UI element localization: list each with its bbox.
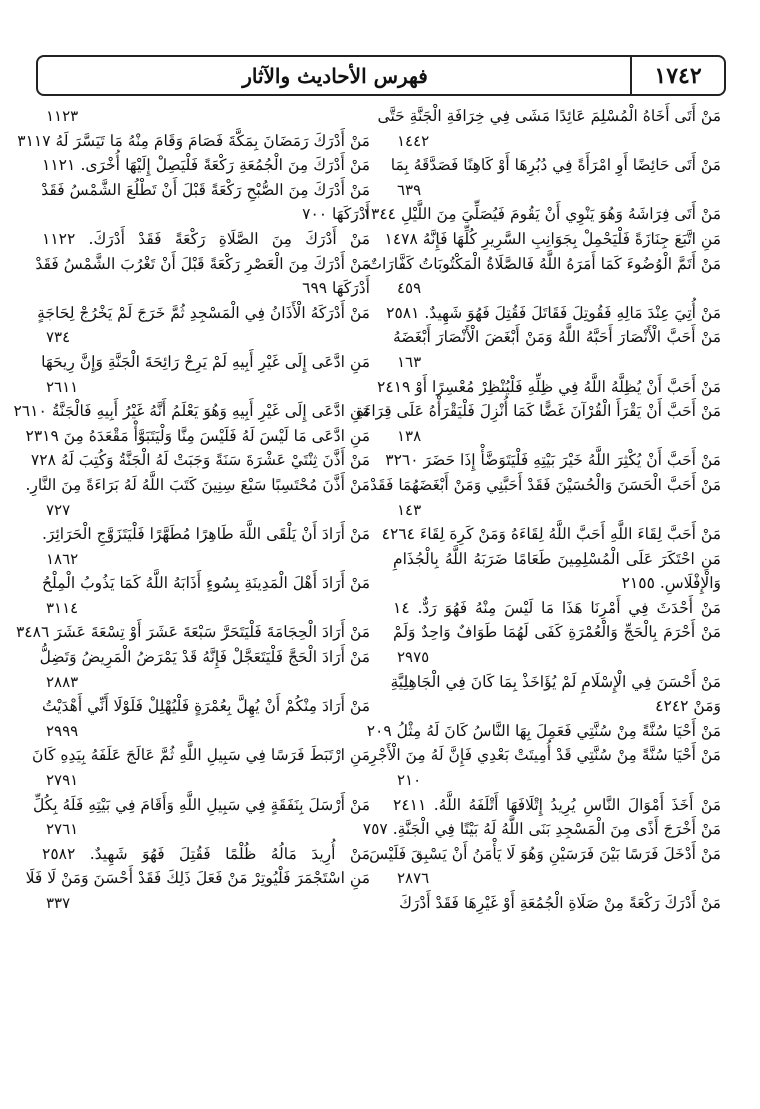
index-entry-line: مَنْ أُتِيَ عِنْدَ مَالِهِ فَقُوتِلَ فَقَاتَلَ فَقُتِلَ فَهُوَ شَهِيدٌ. ٢٥٨١ bbox=[386, 303, 721, 322]
index-entry-line: مَنْ أَحْرَمَ بِالْحَجِّ وَالْعُمْرَةِ كَفَى لَهُمَا طَوَافٌ وَاحِدٌ وَلَمْ bbox=[393, 623, 721, 642]
index-page-reference: ٦٣٩ bbox=[397, 180, 422, 199]
index-entry-line: مَنْ أَذَّنَ ثِنْتَيْ عَشْرَةَ سَنَةً وَجَبَتْ لَهُ الْجَنَّةُ وَكُتِبَ لَهُ ٧٢٨ bbox=[30, 451, 370, 470]
index-page-reference: ١١٢٣ bbox=[46, 107, 79, 125]
index-column-left bbox=[13, 104, 370, 1094]
index-entry-line: مَنْ أَحَبَّ أَنْ يَقْرَأَ الْقُرْآنَ غَضًّا كَمَا أُنْزِلَ فَلْيَقْرَأْهُ عَلَى قِرَاءَةِ bbox=[355, 402, 721, 421]
index-entry-line: مَنْ أَحْدَثَ فِي أَمْرِنَا هَذَا مَا لَيْسَ مِنْهُ فَهُوَ رَدٌّ. ١٤ bbox=[393, 598, 721, 617]
index-entry-line: مَنْ أَحْيَا سُنَّةً مِنْ سُنَّتِي فَعَمِلَ بِهَا النَّاسُ كَانَ لَهُ مِثْلُ ٢٠٩ bbox=[366, 721, 721, 740]
index-entry-line: أَدْرَكَهَا ٦٩٩ bbox=[302, 279, 370, 298]
index-entry-line: مَنِ ادَّعَى إِلَى غَيْرِ أَبِيهِ وَهُوَ يَعْلَمُ أَنَّهُ غَيْرُ أَبِيهِ فَالْجَنَّةُ ٢٦١٠ bbox=[13, 402, 370, 421]
index-entry-line: مَنْ أَحَبَّ الْحَسَنَ وَالْحُسَيْنَ فَقَدْ أَحَبَّنِي وَمَنْ أَبْغَضَهُمَا فَقَدْ bbox=[370, 475, 721, 494]
index-entry-line: مَنْ أَرَادَ أَهْلَ الْمَدِينَةِ بِسُوءٍ أَذَابَهُ اللَّهُ كَمَا يَذُوبُ الْمِلْحُ bbox=[42, 574, 370, 593]
index-entry-line: مَنِ ادَّعَى إِلَى غَيْرِ أَبِيهِ لَمْ يَرِحْ رَائِحَةَ الْجَنَّةِ وَإِنَّ رِيحَهَا bbox=[41, 352, 370, 371]
index-entry-line: مَنِ ادَّعَى مَا لَيْسَ لَهُ فَلَيْسَ مِنَّا وَلْيَتَبَوَّأْ مَقْعَدَهُ مِنَ ٢٣١٩ bbox=[25, 426, 370, 445]
index-page-reference: ٢١٠ bbox=[397, 771, 422, 790]
index-page-reference: ١٤٣ bbox=[397, 500, 422, 519]
index-page-reference: ٧٣٤ bbox=[46, 328, 71, 347]
index-entry-line: أَدْرَكَهَا ٧٠٠ bbox=[302, 205, 370, 224]
index-page-reference: ٢٨٨٣ bbox=[46, 672, 79, 691]
index-entry-line: مَنْ أَحَبَّ أَنْ يُكْثِرَ اللَّهُ خَيْرَ بَيْتِهِ فَلْيَتَوَضَّأْ إِذَا حَضَرَ ٣٢٦٠ bbox=[385, 451, 721, 470]
index-entry-line: وَمَنْ ٤٢٤٢ bbox=[655, 697, 721, 716]
index-page-reference: ١٦٣ bbox=[397, 352, 422, 371]
index-page-reference: ١٨٦٢ bbox=[46, 549, 79, 568]
index-entry-line: مَنِ اتَّبَعَ جِنَازَةً فَلْيَحْمِلْ بِجَوَانِبِ السَّرِيرِ كُلِّهَا فَإِنَّهُ ١٤٧٨ bbox=[384, 229, 721, 248]
index-entry-line: مَنْ أَدْرَكَ رَمَضَانَ بِمَكَّةَ فَصَامَ وَقَامَ مِنْهُ مَا تَيَسَّرَ لَهُ ٣١١٧ bbox=[17, 131, 370, 150]
index-page-reference: ٤٥٩ bbox=[397, 279, 422, 298]
page-header bbox=[36, 55, 726, 96]
index-page-reference: ٢٦١١ bbox=[46, 377, 79, 396]
index-entry-line: مَنْ أَدْرَكَ مِنَ الصَّلَاةِ رَكْعَةً فَقَدْ أَدْرَكَ. ١١٢٢ bbox=[42, 229, 370, 248]
page-number: ١٧٤٢ bbox=[630, 57, 724, 94]
index-page-reference: ٢٩٧٥ bbox=[397, 648, 430, 667]
index-entry-line: مَنْ أَرَادَ الْحَجَّ فَلْيَتَعَجَّلْ فَإِنَّهُ قَدْ يَمْرَضُ الْمَرِيضُ وَتَضِلُّ bbox=[39, 648, 370, 667]
index-column-right bbox=[355, 104, 721, 1094]
index-entry-line: مَنْ أَخْرَجَ أَذًى مِنَ الْمَسْجِدِ بَنَى اللَّهُ لَهُ بَيْتًا فِي الْجَنَّةِ. ٧٥٧ bbox=[362, 820, 721, 839]
index-entry-line: مَنِ احْتَكَرَ عَلَى الْمُسْلِمِينَ طَعَامًا ضَرَبَهُ اللَّهُ بِالْجُذَامِ bbox=[393, 549, 721, 568]
index-entry-line: مَنْ أَحْيَا سُنَّةً مِنْ سُنَّتِي قَدْ أُمِيتَتْ بَعْدِي فَإِنَّ لَهُ مِنَ الْأَجْرِ bbox=[369, 746, 721, 765]
index-entry-line: مَنْ أَدْرَكَ مِنَ الصُّبْحِ رَكْعَةً قَبْلَ أَنْ تَطْلُعَ الشَّمْسُ فَقَدْ bbox=[41, 180, 370, 199]
index-entry-line: مَنْ أَتَى أَخَاهُ الْمُسْلِمَ عَائِدًا مَشَى فِي خِرَافَةِ الْجَنَّةِ حَتَّى bbox=[377, 107, 721, 125]
index-entry-line: مَنْ أَتَمَّ الْوُضُوءَ كَمَا أَمَرَهُ اللَّهُ فَالصَّلَاةُ الْمَكْتُوبَاتُ كَفَّارَاتٌ bbox=[367, 254, 721, 273]
index-entry-line: مَنْ أَرَادَ أَنْ يَلْقَى اللَّهَ طَاهِرًا مُطَهَّرًا فَلْيَتَزَوَّجِ الْحَرَائِرَ. bbox=[42, 525, 370, 544]
page-title: فهرس الأحاديث والآثار bbox=[242, 63, 428, 88]
index-page-reference: ١٣٨ bbox=[397, 426, 422, 445]
index-entry-line: مَنْ أَتَى حَائِضًا أَوِ امْرَأَةً فِي دُبُرِهَا أَوْ كَاهِنًا فَصَدَّقَهُ بِمَا bbox=[390, 156, 721, 175]
index-entry-line: مَنْ أَحَبَّ لِقَاءَ اللَّهِ أَحَبَّ اللَّهُ لِقَاءَهُ وَمَنْ كَرِهَ لِقَاءَ ٤٢٦٤ bbox=[381, 525, 721, 544]
index-page-reference: ٢٧٩١ bbox=[46, 771, 79, 790]
index-entry-line: مَنْ أَحَبَّ أَنْ يُظِلَّهُ اللَّهُ فِي ظِلِّهِ فَلْيُنْظِرْ مُعْسِرًا أَوْ ٢٤١٩ bbox=[377, 377, 721, 396]
index-page-reference: ٢٩٩٩ bbox=[46, 721, 79, 740]
index-entry-line: مَنْ أَرَادَ الْحِجَامَةَ فَلْيَتَحَرَّ سَبْعَةَ عَشَرَ أَوْ تِسْعَةَ عَشَرَ ٣٤٨٦ bbox=[15, 623, 370, 642]
index-entry-line: مَنْ أَذَّنَ مُحْتَسِبًا سَبْعَ سِنِينَ كَتَبَ اللَّهُ لَهُ بَرَاءَةً مِنَ النَّارِ. bbox=[25, 475, 370, 494]
index-entry-line: مَنْ أَدْرَكَ مِنَ الْجُمُعَةِ رَكْعَةً فَلْيَصِلْ إِلَيْهَا أُخْرَى. ١١٢١ bbox=[42, 156, 370, 175]
index-entry-line: مَنْ أَدْرَكَ مِنَ الْعَصْرِ رَكْعَةً قَبْلَ أَنْ تَغْرُبَ الشَّمْسُ فَقَدْ bbox=[35, 254, 370, 273]
index-entry-line: مَنْ أَدْخَلَ فَرَسًا بَيْنَ فَرَسَيْنِ وَهُوَ لَا يَأْمَنُ أَنْ يَسْبِقَ فَلَيْسَ bbox=[369, 844, 721, 863]
index-page-reference: ١٤٤٢ bbox=[397, 131, 430, 150]
index-entry-line: مَنْ أَدْرَكَهُ الْأَذَانُ فِي الْمَسْجِدِ ثُمَّ خَرَجَ لَمْ يَخْرُجْ لِحَاجَةٍ bbox=[37, 303, 370, 322]
index-entry-line: مَنِ ارْتَبَطَ فَرَسًا فِي سَبِيلِ اللَّهِ ثُمَّ عَالَجَ عَلَفَهُ بِيَدِهِ كَانَ bbox=[31, 746, 370, 765]
index-entry-line: مَنْ أَحْسَنَ فِي الْإِسْلَامِ لَمْ يُؤَاخَذْ بِمَا كَانَ فِي الْجَاهِلِيَّةِ bbox=[390, 672, 721, 691]
index-entry-line: مَنْ أَدْرَكَ رَكْعَةً مِنْ صَلَاةِ الْجُمُعَةِ أَوْ غَيْرِهَا فَقَدْ أَدْرَكَ bbox=[399, 894, 721, 912]
index-entry-line: مَنْ أَرْسَلَ بِنَفَقَةٍ فِي سَبِيلِ اللَّهِ وَأَقَامَ فِي بَيْتِهِ فَلَهُ بِكُلِّ bbox=[32, 795, 370, 814]
index-entry-line: مَنْ أَخَذَ أَمْوَالَ النَّاسِ يُرِيدُ إِتْلَافَهَا أَتْلَفَهُ اللَّهُ. ٢٤١١ bbox=[393, 795, 721, 814]
index-page-reference: ٧٢٧ bbox=[46, 500, 71, 519]
index-entry-line: مَنْ أَحَبَّ الْأَنْصَارَ أَحَبَّهُ اللَّهُ وَمَنْ أَبْغَضَ الْأَنْصَارَ أَبْغَضَهُ bbox=[393, 328, 721, 347]
index-entry-line: مَنْ أُرِيدَ مَالُهُ ظُلْمًا فَقُتِلَ فَهُوَ شَهِيدٌ. ٢٥٨٢ bbox=[42, 844, 370, 863]
index-page-reference: ٢٨٧٦ bbox=[397, 869, 430, 888]
index-entry-line: وَالْإِفْلَاسِ. ٢١٥٥ bbox=[621, 574, 721, 593]
index-entry-line: مَنْ أَرَادَ مِنْكُمْ أَنْ يُهِلَّ بِعُمْرَةٍ فَلْيُهْلِلْ فَلَوْلَا أَنِّي أَهْدَيْتُ bbox=[42, 697, 370, 716]
index-page-reference: ٣٣٧ bbox=[46, 894, 71, 912]
index-entry-line: مَنْ أَتَى فِرَاشَهُ وَهُوَ يَنْوِي أَنْ يَقُومَ فَيُصَلِّيَ مِنَ اللَّيْلِ ١٣٤٤ bbox=[362, 205, 721, 224]
index-page-reference: ٢٧٦١ bbox=[46, 820, 79, 839]
index-page-reference: ٣١١٤ bbox=[46, 598, 79, 617]
index-entry-line: مَنِ اسْتَجْمَرَ فَلْيُوتِرْ مَنْ فَعَلَ ذَلِكَ فَقَدْ أَحْسَنَ وَمَنْ لَا فَلَا bbox=[25, 869, 370, 888]
